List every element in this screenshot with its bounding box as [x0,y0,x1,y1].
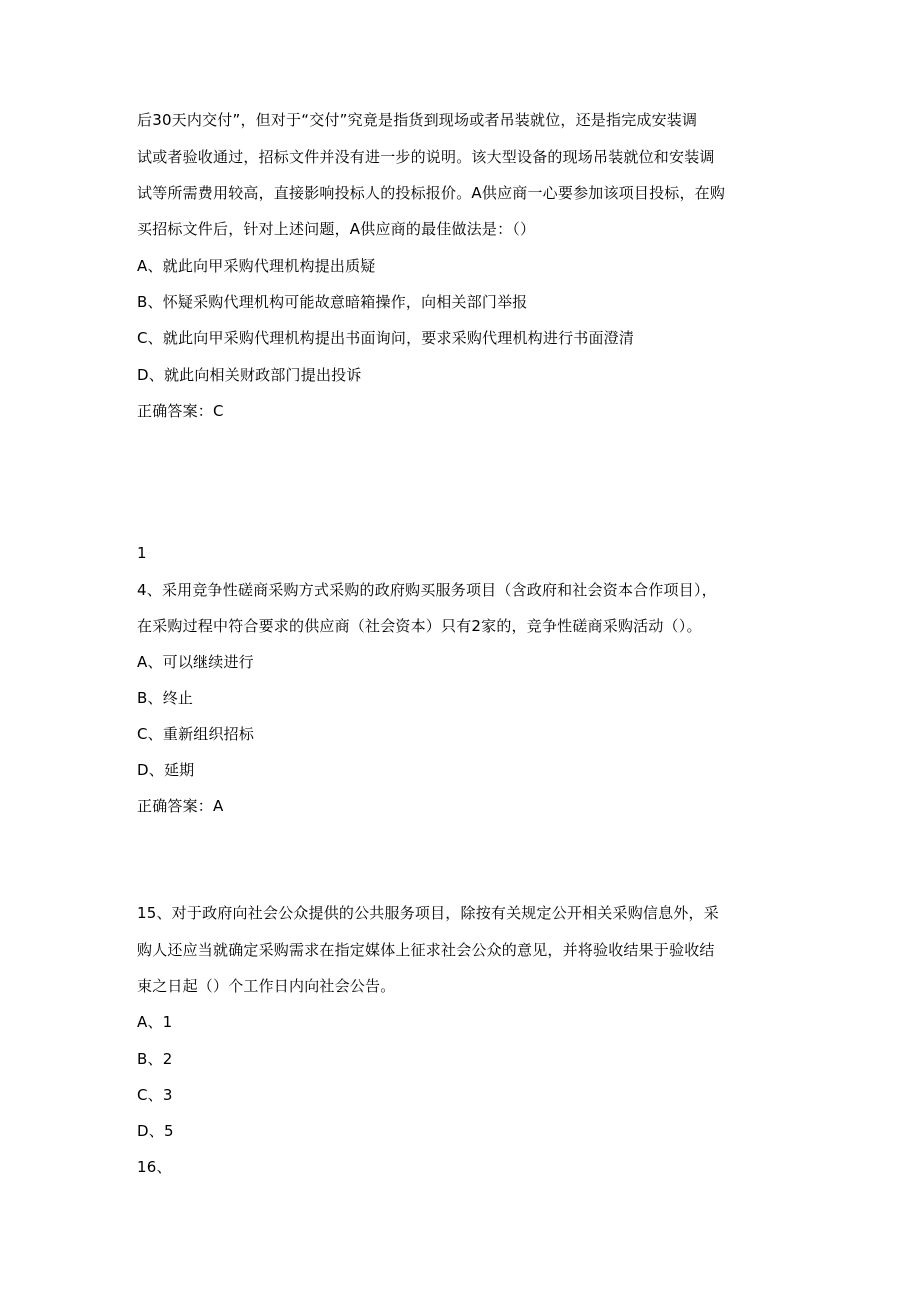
correct-answer: 正确答案：C [137,402,224,420]
option-d: D、就此向相关财政部门提出投诉 [137,366,362,384]
option-a: A、1 [137,1013,173,1031]
option-a: A、可以继续进行 [137,653,254,671]
question-stem-line: 15、对于政府向社会公众提供的公共服务项目，除按有关规定公开相关采购信息外，采 [137,904,719,922]
question-stem-line: 试或者验收通过，招标文件并没有进一步的说明。该大型设备的现场吊装就位和安装调 [137,148,715,166]
option-b: B、终止 [137,689,194,707]
option-d: D、5 [137,1122,174,1140]
correct-answer: 正确答案：A [137,797,224,815]
question-stem-line: 4、采用竞争性磋商采购方式采购的政府购买服务项目（含政府和社会资本合作项目）， [137,581,717,599]
option-a: A、就此向甲采购代理机构提出质疑 [137,257,376,275]
question-stem-line: 束之日起（）个工作日内向社会公告。 [137,977,396,995]
option-b: B、2 [137,1050,173,1068]
option-c: C、重新组织招标 [137,725,255,743]
question-stem-line: 买招标文件后，针对上述问题，A供应商的最佳做法是：（） [137,220,536,238]
question-stem-line: 试等所需费用较高，直接影响投标人的投标报价。A供应商一心要参加该项目投标，在购 [137,184,726,202]
option-b: B、怀疑采购代理机构可能故意暗箱操作，向相关部门举报 [137,293,528,311]
option-c: C、就此向甲采购代理机构提出书面询问，要求采购代理机构进行书面澄清 [137,329,635,347]
question-number: 16、 [137,1158,172,1176]
option-d: D、延期 [137,761,195,779]
question-stem-line: 在采购过程中符合要求的供应商（社会资本）只有2家的，竞争性磋商采购活动（）。 [137,617,702,635]
question-stem-line: 后30天内交付”，但对于“交付”究竟是指货到现场或者吊装就位，还是指完成安装调 [137,111,698,129]
option-c: C、3 [137,1086,173,1104]
question-stem-line: 购人还应当就确定采购需求在指定媒体上征求社会公众的意见，并将验收结果于验收结 [137,941,715,959]
page-marker: 1 [137,544,147,562]
